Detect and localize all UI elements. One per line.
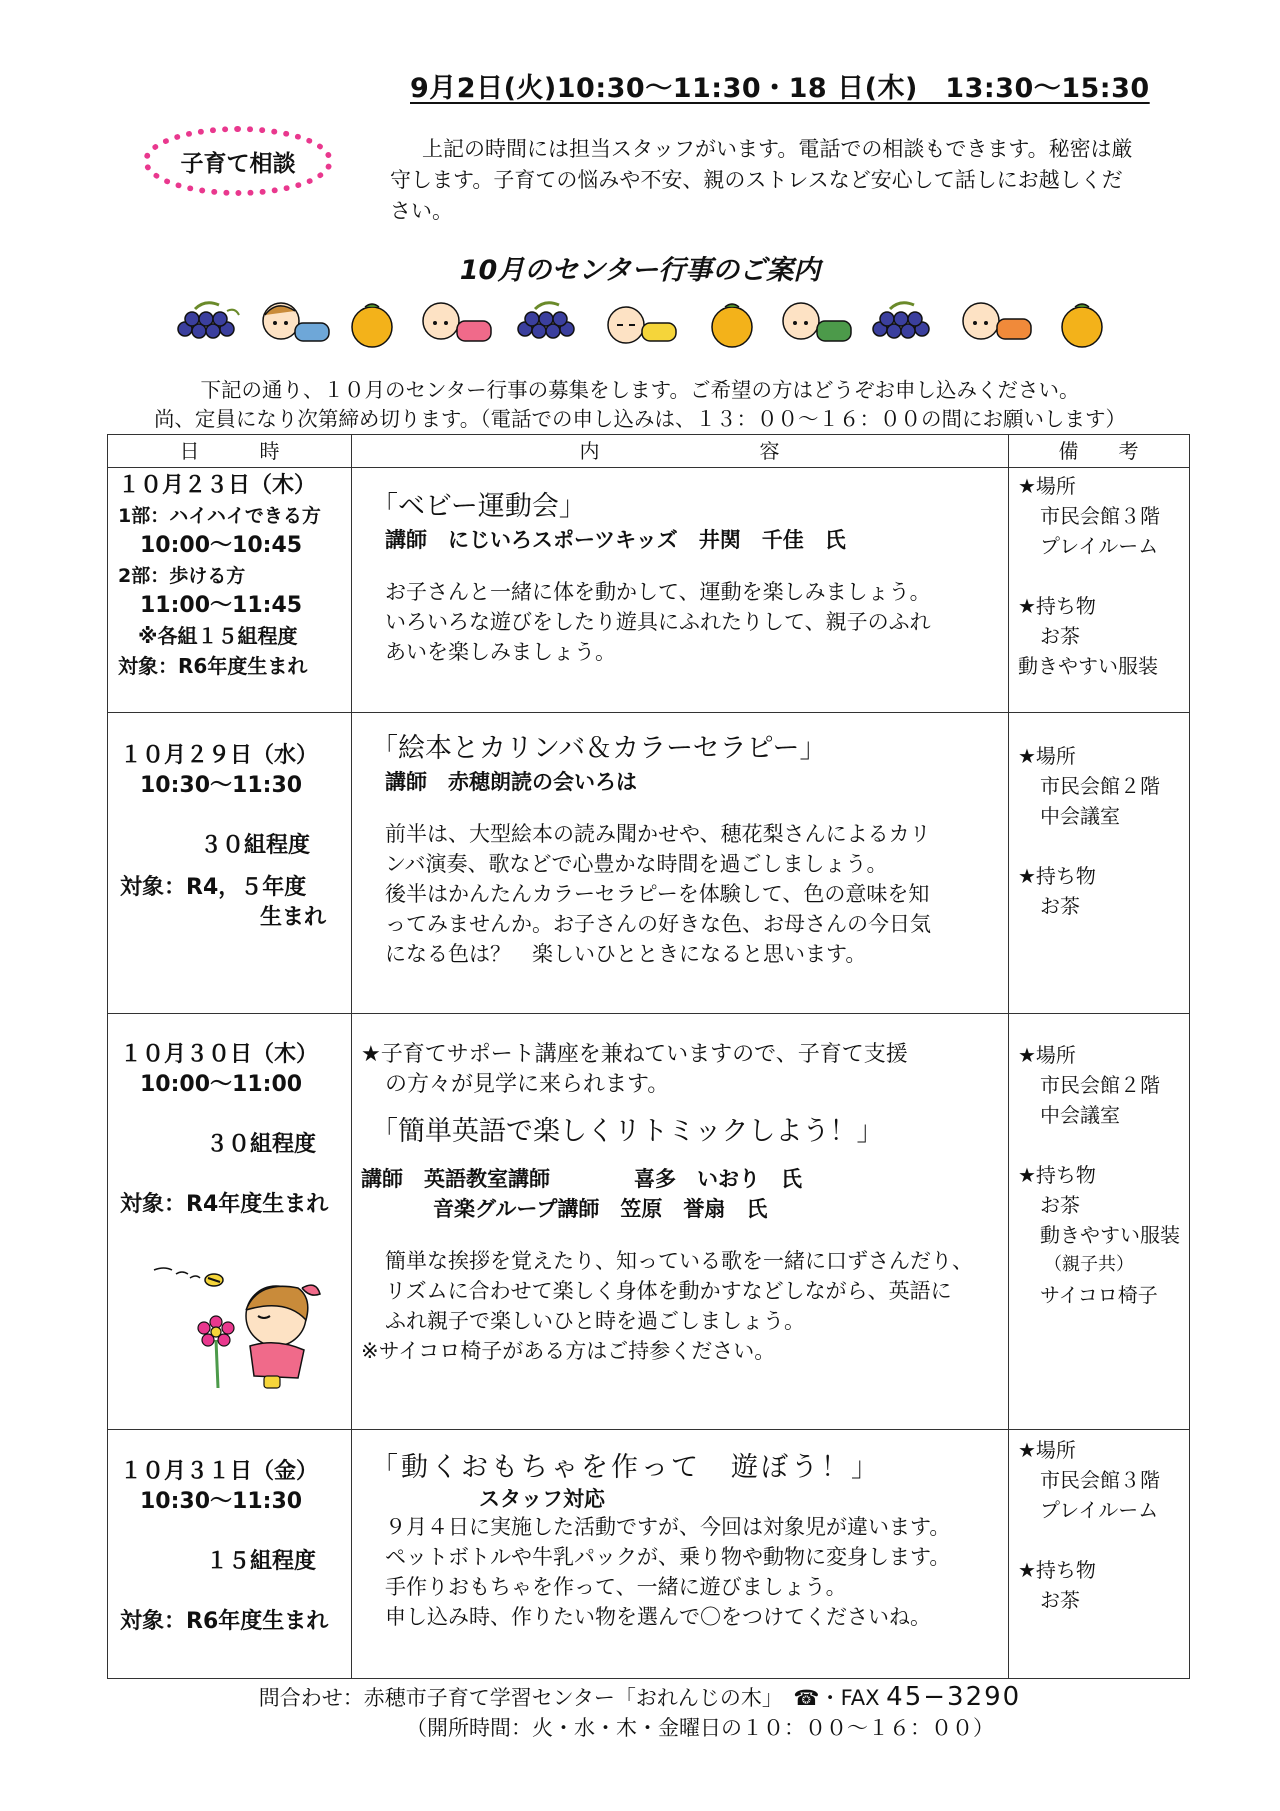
header-notes: 備 考 — [1058, 439, 1139, 463]
consult-badge-label: 子育て相談 — [180, 150, 296, 177]
consult-badge — [143, 126, 333, 196]
text-line: ※サイコロ椅子がある方はご持参ください。 — [361, 1339, 776, 1363]
text-line: 2部：歩ける方 — [118, 565, 246, 587]
intro-line: 尚、定員になり次第締め切ります。（電話での申し込みは、１３：００～１６：００の間にお願いします） — [153, 407, 1127, 431]
text-line: ３０組程度 — [206, 1132, 317, 1157]
event-1-notes — [1018, 471, 1188, 681]
text-line: 11:00～11:45 — [140, 593, 303, 618]
text-line: 中会議室 — [1040, 804, 1120, 828]
text-line: 後半はかんたんカラーセラピーを体験して、色の意味を知 — [385, 882, 930, 906]
sleeping-baby-icon — [600, 297, 695, 357]
text-line: ★子育てサポート講座を兼ねていますので、子育て支援 — [361, 1042, 908, 1067]
text-line: の方々が見学に来られます。 — [385, 1072, 670, 1097]
text-line: １０月２３日（木） — [118, 473, 317, 498]
text-line: ★持ち物 — [1018, 1163, 1096, 1187]
grapes-icon — [870, 297, 942, 347]
grapes-icon — [175, 297, 247, 347]
text-line: リズムに合わせて楽しく身体を動かすなどしながら、英語に — [385, 1279, 952, 1303]
text-line: １５組程度 — [206, 1549, 317, 1574]
event-4-date — [120, 1457, 350, 1637]
consult-desc-line: さい。 — [390, 199, 453, 223]
event-lecturer: 講師 赤穂朗読の会いろは — [385, 770, 637, 794]
text-line: ってみませんか。お子さんの好きな色、お母さんの今日気 — [385, 912, 931, 936]
text-line: 1部：ハイハイできる方 — [118, 505, 321, 527]
event-1-date — [118, 471, 348, 681]
text-line: 10:00～11:00 — [140, 1072, 303, 1097]
text-line: 10:30～11:30 — [140, 1489, 303, 1514]
text-line: 手作りおもちゃを作って、一緒に遊びましょう。 — [385, 1575, 847, 1599]
text-line: 対象：R4，５年度 — [120, 875, 307, 900]
consult-schedule: 9月2日(火)10:30～11:30・18 日(木) 13:30～15:30 — [410, 73, 1150, 104]
contact-info — [0, 1682, 1280, 1743]
text-line: 市民会館２階 — [1040, 774, 1160, 798]
text-line: 簡単な挨拶を覚えたり、知っている歌を一緒に口ずさんだり、 — [385, 1249, 973, 1273]
event-lecturer: 講師 英語教室講師 喜多 いおり 氏 — [361, 1167, 802, 1191]
event-3-notes — [1018, 1040, 1188, 1310]
contact-label: 問合わせ：赤穂市子育て学習センター「おれんじの木」 ☎・FAX — [258, 1686, 880, 1710]
text-line: 中会議室 — [1040, 1103, 1120, 1127]
text-line: 対象：R6年度生まれ — [120, 1609, 329, 1634]
text-line: 動きやすい服装 — [1018, 654, 1158, 678]
text-line: いろいろな遊びをしたり遊具にふれたりして、親子のふれ — [385, 610, 931, 634]
text-line: ★場所 — [1018, 744, 1076, 768]
text-line: （親子共） — [1044, 1254, 1134, 1275]
text-line: あいを楽しみましょう。 — [385, 640, 616, 664]
consult-desc-line: 上記の時間には担当スタッフがいます。電話での相談もできます。秘密は厳 — [422, 137, 1133, 161]
event-2-content — [371, 731, 1001, 969]
text-line: ★持ち物 — [1018, 1558, 1096, 1582]
text-line: 市民会館３階 — [1040, 504, 1160, 528]
girl-with-flower-illustration — [146, 1258, 326, 1393]
text-line: ンバ演奏、歌などで心豊かな時間を過ごしましょう。 — [385, 852, 888, 876]
persimmon-icon — [705, 297, 760, 352]
event-3-content — [351, 1040, 1006, 1366]
event-lecturer: スタッフ対応 — [479, 1487, 605, 1511]
text-line: 対象：R6年度生まれ — [118, 654, 308, 678]
text-line: になる色は？ 楽しいひとときになると思います。 — [385, 942, 867, 966]
event-title: 「簡単英語で楽しくリトミックしよう！」 — [371, 1116, 884, 1147]
text-line: ３０組程度 — [200, 833, 311, 858]
event-title: 「動くおもちゃを作って 遊ぼう！」 — [371, 1452, 881, 1483]
text-line: ※各組１５組程度 — [138, 624, 298, 648]
text-line: 生まれ — [260, 905, 327, 930]
text-line: 申し込み時、作りたい物を選んで〇をつけてくださいね。 — [385, 1605, 931, 1629]
text-line: ９月４日に実施した活動ですが、今回は対象児が違います。 — [385, 1515, 951, 1539]
event-title: 「ベビー運動会」 — [371, 491, 586, 522]
persimmon-icon — [345, 297, 400, 352]
event-2-notes — [1018, 741, 1188, 921]
crawling-baby-green-icon — [775, 297, 870, 357]
text-line: １０月３０日（木） — [120, 1042, 319, 1067]
crawling-baby-icon — [255, 297, 350, 357]
text-line: １０月３１日（金） — [120, 1459, 319, 1484]
grapes-icon — [515, 297, 587, 347]
decorative-illustrations — [175, 297, 1125, 365]
text-line: 前半は、大型絵本の読み聞かせや、穂花梨さんによるカリ — [385, 822, 931, 846]
text-line: 市民会館３階 — [1040, 1468, 1160, 1492]
event-title: 「絵本とカリンバ＆カラーセラピー」 — [371, 733, 827, 764]
header-content: 内 容 — [579, 439, 780, 463]
event-lecturer: 講師 にじいろスポーツキッズ 井関 千佳 氏 — [385, 528, 846, 552]
text-line: プレイルーム — [1040, 534, 1159, 558]
text-line: 10:30～11:30 — [140, 773, 303, 798]
crawling-baby-pink-icon — [415, 297, 510, 357]
event-4-content — [371, 1450, 1001, 1632]
consult-description — [390, 134, 1190, 227]
text-line: ペットボトルや牛乳パックが、乗り物や動物に変身します。 — [385, 1545, 951, 1569]
text-line: ★持ち物 — [1018, 594, 1096, 618]
text-line: ★持ち物 — [1018, 864, 1096, 888]
text-line: お茶 — [1040, 624, 1080, 648]
text-line: お茶 — [1040, 1588, 1080, 1612]
text-line: ★場所 — [1018, 1438, 1076, 1462]
text-line: お茶 — [1040, 1193, 1080, 1217]
events-title: 10月のセンター行事のご案内 — [459, 255, 821, 286]
header-date: 日 時 — [179, 439, 280, 463]
intro-text — [0, 376, 1280, 434]
events-table — [107, 434, 1190, 1679]
event-lecturer: 音楽グループ講師 笠原 誉扇 氏 — [433, 1197, 768, 1221]
contact-hours: （開所時間：火・水・木・金曜日の１０：００～１６：００） — [406, 1716, 994, 1740]
intro-line: 下記の通り、１０月のセンター行事の募集をします。ご希望の方はどうぞお申し込みください。 — [200, 378, 1080, 402]
event-4-notes — [1018, 1435, 1188, 1615]
text-line: 動きやすい服装 — [1040, 1223, 1180, 1247]
persimmon-icon — [1055, 297, 1110, 352]
text-line: ★場所 — [1018, 1043, 1076, 1067]
text-line: 市民会館２階 — [1040, 1073, 1160, 1097]
text-line: プレイルーム — [1040, 1498, 1159, 1522]
text-line: お子さんと一緒に体を動かして、運動を楽しみましょう。 — [385, 580, 931, 604]
text-line: 対象：R4年度生まれ — [120, 1192, 329, 1217]
text-line: サイコロ椅子 — [1040, 1283, 1158, 1307]
text-line: ふれ親子で楽しいひと時を過ごしましょう。 — [385, 1309, 805, 1333]
text-line: ★場所 — [1018, 474, 1076, 498]
text-line: お茶 — [1040, 894, 1080, 918]
text-line: 10:00～10:45 — [140, 533, 303, 558]
event-1-content — [371, 489, 1001, 667]
text-line: １０月２９日（水） — [120, 743, 319, 768]
event-2-date — [120, 741, 350, 933]
event-3-date — [120, 1040, 350, 1220]
consult-desc-line: 守します。子育ての悩みや不安、親のストレスなど安心して話しにお越しくだ — [390, 168, 1123, 192]
contact-fax[interactable]: 45−3290 — [886, 1682, 1022, 1712]
crawling-baby-orange-icon — [955, 297, 1050, 357]
